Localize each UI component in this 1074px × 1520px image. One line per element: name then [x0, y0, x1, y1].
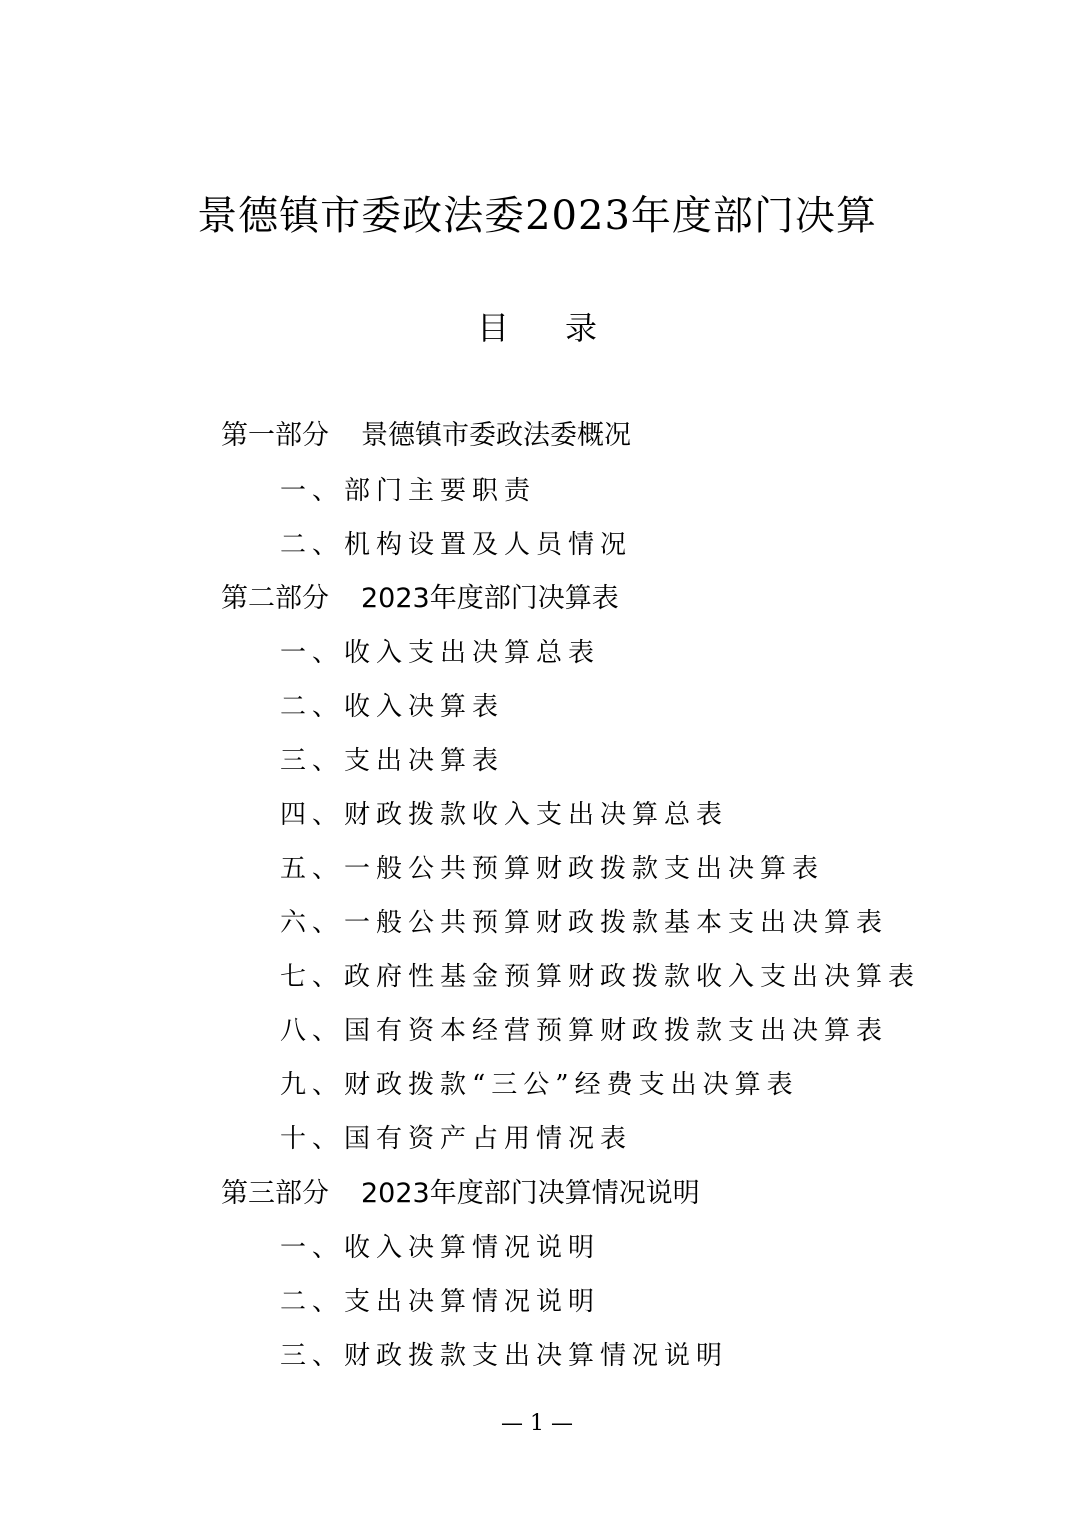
- toc-item[interactable]: 八、国有资本经营预算财政拨款支出决算表: [280, 1016, 889, 1046]
- part-label: 第二部分: [221, 583, 329, 614]
- toc-heading: 目录: [476, 309, 653, 347]
- part-label: 第三部分: [221, 1178, 329, 1209]
- toc-item[interactable]: 二、支出决算情况说明: [280, 1287, 601, 1317]
- toc-item[interactable]: 二、机构设置及人员情况: [280, 530, 633, 560]
- part-title: 景德镇市委政法委概况: [361, 420, 631, 451]
- toc-item[interactable]: 二、收入决算表: [280, 692, 505, 722]
- toc-item[interactable]: 三、支出决算表: [280, 746, 505, 776]
- toc-item[interactable]: 五、一般公共预算财政拨款支出决算表: [280, 854, 825, 884]
- document-title: 景德镇市委政法委2023年度部门决算: [197, 193, 877, 239]
- toc-item[interactable]: 一、部门主要职责: [280, 476, 537, 506]
- toc-item[interactable]: 三、财政拨款支出决算情况说明: [280, 1341, 729, 1371]
- toc-item[interactable]: 十、国有资产占用情况表: [280, 1124, 633, 1154]
- part-title: 2023年度部门决算表: [361, 583, 619, 614]
- toc-part-2[interactable]: [221, 581, 619, 617]
- page-number: — 1 —: [501, 1411, 573, 1436]
- toc-item[interactable]: 九、财政拨款“三公”经费支出决算表: [280, 1070, 799, 1100]
- toc-item[interactable]: 一、收入决算情况说明: [280, 1233, 601, 1263]
- toc-item[interactable]: 一、收入支出决算总表: [280, 638, 601, 668]
- part-label: 第一部分: [221, 420, 329, 451]
- part-title: 2023年度部门决算情况说明: [361, 1178, 700, 1209]
- toc-item[interactable]: 四、财政拨款收入支出决算总表: [280, 800, 729, 830]
- toc-part-3[interactable]: [221, 1176, 700, 1212]
- toc-part-1[interactable]: [221, 418, 631, 454]
- toc-item[interactable]: 七、政府性基金预算财政拨款收入支出决算表: [280, 962, 921, 992]
- toc-item[interactable]: 六、一般公共预算财政拨款基本支出决算表: [280, 908, 889, 938]
